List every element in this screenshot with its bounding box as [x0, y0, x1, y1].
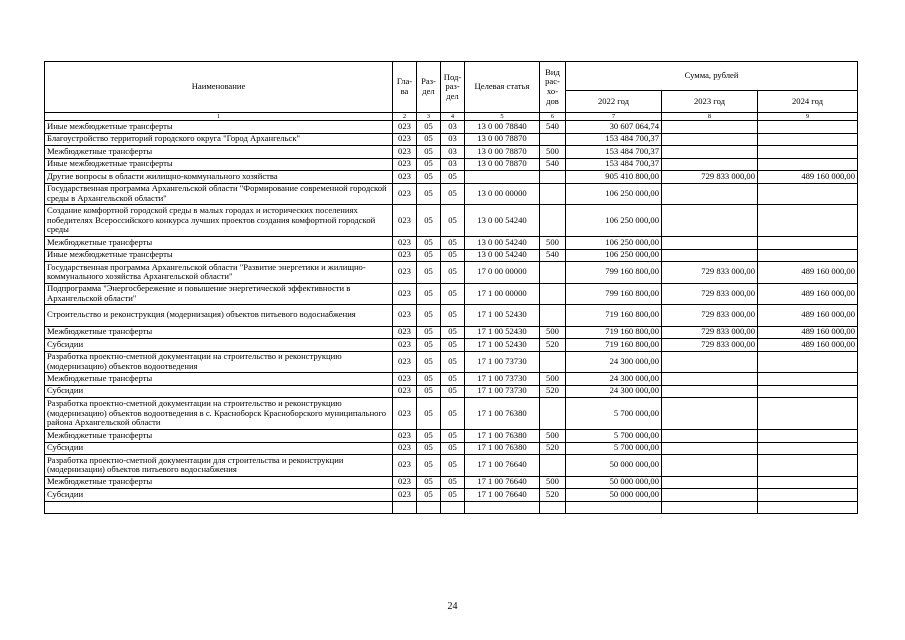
table-row — [45, 205, 858, 237]
cell-sum-2023: 729 833 000,00 — [662, 305, 758, 327]
cell-sum-2022: 719 160 800,00 — [566, 305, 662, 327]
table-row — [45, 398, 858, 430]
cell-sum-2023: 729 833 000,00 — [662, 339, 758, 352]
cell-sum-2022: 30 607 064,74 — [566, 121, 662, 134]
cell-razdel: 05 — [417, 489, 441, 502]
col-number: 7 — [566, 113, 662, 121]
cell-vid-rashodov: 500 — [540, 430, 566, 443]
cell-glava: 023 — [393, 283, 417, 305]
table-row — [45, 283, 858, 305]
cell-sum-2023: 729 833 000,00 — [662, 171, 758, 184]
cell-razdel — [417, 501, 441, 513]
cell-razdel: 05 — [417, 398, 441, 430]
cell-glava: 023 — [393, 158, 417, 171]
col-number: 8 — [662, 113, 758, 121]
cell-vid-rashodov: 520 — [540, 339, 566, 352]
cell-glava: 023 — [393, 183, 417, 205]
cell-vid-rashodov — [540, 351, 566, 373]
cell-sum-2024 — [758, 158, 858, 171]
cell-celevaya-statya: 13 0 00 00000 — [465, 183, 540, 205]
cell-sum-2022: 799 160 800,00 — [566, 283, 662, 305]
cell-sum-2022: 905 410 800,00 — [566, 171, 662, 184]
header-year-2024: 2024 год — [758, 91, 858, 113]
cell-name: Межбюджетные трансферты — [45, 430, 393, 443]
cell-razdel: 05 — [417, 339, 441, 352]
cell-name: Межбюджетные трансферты — [45, 237, 393, 250]
cell-podrazdel: 05 — [441, 237, 465, 250]
table-row — [45, 305, 858, 327]
cell-sum-2024 — [758, 455, 858, 477]
cell-vid-rashodov: 520 — [540, 489, 566, 502]
cell-sum-2024 — [758, 183, 858, 205]
cell-sum-2022: 5 700 000,00 — [566, 398, 662, 430]
cell-podrazdel: 05 — [441, 455, 465, 477]
cell-sum-2023 — [662, 133, 758, 146]
cell-glava: 023 — [393, 305, 417, 327]
header-name: Наименование — [45, 62, 393, 113]
cell-podrazdel: 05 — [441, 249, 465, 262]
header-podrazdel: Под-раз-дел — [441, 62, 465, 113]
table-row — [45, 373, 858, 386]
cell-celevaya-statya: 17 1 00 52430 — [465, 326, 540, 339]
cell-sum-2023: 729 833 000,00 — [662, 262, 758, 284]
cell-sum-2024 — [758, 501, 858, 513]
cell-vid-rashodov: 540 — [540, 121, 566, 134]
cell-celevaya-statya: 17 1 00 00000 — [465, 283, 540, 305]
cell-sum-2024 — [758, 146, 858, 159]
cell-name: Межбюджетные трансферты — [45, 373, 393, 386]
table-row — [45, 501, 858, 513]
cell-name: Межбюджетные трансферты — [45, 146, 393, 159]
table-row — [45, 326, 858, 339]
cell-name: Подпрограмма "Энергосбережение и повышение энергетической эффективности в Архангельской области" — [45, 283, 393, 305]
cell-sum-2024 — [758, 398, 858, 430]
cell-razdel: 05 — [417, 249, 441, 262]
cell-razdel: 05 — [417, 305, 441, 327]
cell-name — [45, 501, 393, 513]
cell-glava: 023 — [393, 339, 417, 352]
cell-sum-2022: 50 000 000,00 — [566, 489, 662, 502]
cell-podrazdel: 05 — [441, 430, 465, 443]
col-number: 4 — [441, 113, 465, 121]
cell-celevaya-statya: 17 1 00 52430 — [465, 305, 540, 327]
column-number-row — [45, 113, 858, 121]
cell-vid-rashodov — [540, 133, 566, 146]
cell-celevaya-statya: 17 1 00 76640 — [465, 455, 540, 477]
cell-sum-2022: 106 250 000,00 — [566, 183, 662, 205]
cell-vid-rashodov — [540, 455, 566, 477]
table-body — [45, 121, 858, 514]
header-summa: Сумма, рублей — [566, 62, 858, 91]
cell-name: Государственная программа Архангельской области "Формирование современной городской среды в Архангельской области" — [45, 183, 393, 205]
cell-glava: 023 — [393, 262, 417, 284]
cell-vid-rashodov: 520 — [540, 442, 566, 455]
cell-sum-2022: 50 000 000,00 — [566, 455, 662, 477]
cell-sum-2022: 153 484 700,37 — [566, 133, 662, 146]
cell-sum-2024: 489 160 000,00 — [758, 283, 858, 305]
cell-celevaya-statya: 13 0 00 54240 — [465, 237, 540, 250]
cell-sum-2024 — [758, 121, 858, 134]
cell-sum-2024 — [758, 476, 858, 489]
cell-sum-2022: 106 250 000,00 — [566, 205, 662, 237]
cell-vid-rashodov: 540 — [540, 158, 566, 171]
cell-name: Другие вопросы в области жилищно-коммунального хозяйства — [45, 171, 393, 184]
cell-celevaya-statya: 13 0 00 78870 — [465, 158, 540, 171]
cell-celevaya-statya: 17 0 00 00000 — [465, 262, 540, 284]
cell-name: Межбюджетные трансферты — [45, 326, 393, 339]
cell-name: Иные межбюджетные трансферты — [45, 121, 393, 134]
table-row — [45, 171, 858, 184]
cell-celevaya-statya: 17 1 00 76380 — [465, 430, 540, 443]
cell-vid-rashodov — [540, 205, 566, 237]
cell-sum-2022: 106 250 000,00 — [566, 237, 662, 250]
cell-sum-2024 — [758, 249, 858, 262]
cell-razdel: 05 — [417, 326, 441, 339]
cell-sum-2023 — [662, 205, 758, 237]
cell-vid-rashodov: 500 — [540, 326, 566, 339]
cell-glava: 023 — [393, 237, 417, 250]
header-razdel: Раз-дел — [417, 62, 441, 113]
cell-podrazdel: 05 — [441, 262, 465, 284]
cell-podrazdel: 05 — [441, 373, 465, 386]
cell-celevaya-statya — [465, 171, 540, 184]
cell-glava: 023 — [393, 398, 417, 430]
cell-vid-rashodov — [540, 283, 566, 305]
table-row — [45, 146, 858, 159]
cell-sum-2024 — [758, 133, 858, 146]
header-glava: Гла-ва — [393, 62, 417, 113]
cell-glava: 023 — [393, 121, 417, 134]
cell-sum-2024 — [758, 373, 858, 386]
cell-name: Строительство и реконструкция (модернизация) объектов питьевого водоснабжения — [45, 305, 393, 327]
cell-podrazdel: 05 — [441, 326, 465, 339]
cell-sum-2024 — [758, 237, 858, 250]
cell-glava: 023 — [393, 146, 417, 159]
cell-podrazdel: 03 — [441, 133, 465, 146]
cell-sum-2024: 489 160 000,00 — [758, 339, 858, 352]
cell-podrazdel: 05 — [441, 489, 465, 502]
table-row — [45, 339, 858, 352]
cell-podrazdel: 05 — [441, 385, 465, 398]
cell-celevaya-statya: 17 1 00 76380 — [465, 442, 540, 455]
cell-celevaya-statya: 13 0 00 54240 — [465, 205, 540, 237]
cell-sum-2023: 729 833 000,00 — [662, 326, 758, 339]
cell-glava: 023 — [393, 133, 417, 146]
cell-podrazdel: 03 — [441, 121, 465, 134]
cell-vid-rashodov — [540, 171, 566, 184]
cell-celevaya-statya: 17 1 00 76640 — [465, 489, 540, 502]
cell-razdel: 05 — [417, 205, 441, 237]
cell-razdel: 05 — [417, 133, 441, 146]
cell-sum-2022: 719 160 800,00 — [566, 339, 662, 352]
cell-celevaya-statya: 17 1 00 76640 — [465, 476, 540, 489]
cell-name: Создание комфортной городской среды в малых городах и исторических поселениях победителях Всероссийского конкурса лучших проектов создания комфортной городской среды — [45, 205, 393, 237]
cell-vid-rashodov — [540, 262, 566, 284]
cell-sum-2023 — [662, 373, 758, 386]
cell-podrazdel: 05 — [441, 183, 465, 205]
table-row — [45, 351, 858, 373]
cell-celevaya-statya: 17 1 00 73730 — [465, 351, 540, 373]
cell-razdel: 05 — [417, 351, 441, 373]
cell-sum-2022: 24 300 000,00 — [566, 385, 662, 398]
cell-podrazdel — [441, 501, 465, 513]
table-row — [45, 262, 858, 284]
cell-sum-2024 — [758, 442, 858, 455]
cell-name: Разработка проектно-сметной документации на строительство и реконструкцию (модернизацию) объектов водоотведения в с. Красноборск Красноборского муниципального района Архангельской области — [45, 398, 393, 430]
cell-sum-2024 — [758, 430, 858, 443]
cell-sum-2024 — [758, 489, 858, 502]
cell-name: Субсидии — [45, 385, 393, 398]
cell-vid-rashodov — [540, 398, 566, 430]
budget-table-sheet — [44, 61, 858, 514]
table-row — [45, 249, 858, 262]
cell-sum-2023 — [662, 489, 758, 502]
cell-name: Субсидии — [45, 339, 393, 352]
cell-glava: 023 — [393, 351, 417, 373]
col-number: 2 — [393, 113, 417, 121]
cell-celevaya-statya: 17 1 00 73730 — [465, 385, 540, 398]
cell-sum-2023 — [662, 476, 758, 489]
table-row — [45, 455, 858, 477]
cell-vid-rashodov — [540, 501, 566, 513]
cell-vid-rashodov: 500 — [540, 146, 566, 159]
table-row — [45, 442, 858, 455]
cell-celevaya-statya: 17 1 00 73730 — [465, 373, 540, 386]
cell-name: Иные межбюджетные трансферты — [45, 249, 393, 262]
cell-celevaya-statya: 17 1 00 52430 — [465, 339, 540, 352]
cell-sum-2023 — [662, 249, 758, 262]
cell-sum-2023 — [662, 237, 758, 250]
cell-sum-2023 — [662, 398, 758, 430]
table-row — [45, 158, 858, 171]
cell-podrazdel: 03 — [441, 158, 465, 171]
cell-sum-2023 — [662, 442, 758, 455]
cell-sum-2023 — [662, 146, 758, 159]
cell-sum-2022: 5 700 000,00 — [566, 430, 662, 443]
cell-sum-2022: 799 160 800,00 — [566, 262, 662, 284]
cell-sum-2022 — [566, 501, 662, 513]
cell-sum-2024: 489 160 000,00 — [758, 262, 858, 284]
cell-razdel: 05 — [417, 171, 441, 184]
header-year-2023: 2023 год — [662, 91, 758, 113]
cell-razdel: 05 — [417, 237, 441, 250]
cell-sum-2023 — [662, 501, 758, 513]
cell-vid-rashodov: 520 — [540, 385, 566, 398]
cell-razdel: 05 — [417, 183, 441, 205]
col-number: 9 — [758, 113, 858, 121]
cell-name: Разработка проектно-сметной документации для строительства и реконструкции (модернизации) объектов питьевого водоснабжения — [45, 455, 393, 477]
cell-sum-2023 — [662, 430, 758, 443]
table-row — [45, 237, 858, 250]
cell-celevaya-statya: 17 1 00 76380 — [465, 398, 540, 430]
cell-sum-2024 — [758, 351, 858, 373]
cell-podrazdel: 05 — [441, 398, 465, 430]
cell-glava: 023 — [393, 373, 417, 386]
cell-sum-2022: 24 300 000,00 — [566, 351, 662, 373]
cell-sum-2024: 489 160 000,00 — [758, 171, 858, 184]
cell-sum-2024 — [758, 205, 858, 237]
table-row — [45, 430, 858, 443]
header-vid-rashodov: Вид рас-хо-дов — [540, 62, 566, 113]
cell-vid-rashodov — [540, 183, 566, 205]
cell-glava: 023 — [393, 205, 417, 237]
cell-razdel: 05 — [417, 158, 441, 171]
header-year-2022: 2022 год — [566, 91, 662, 113]
cell-sum-2022: 153 484 700,37 — [566, 146, 662, 159]
cell-podrazdel: 05 — [441, 171, 465, 184]
table-row — [45, 121, 858, 134]
cell-sum-2023: 729 833 000,00 — [662, 283, 758, 305]
cell-name: Государственная программа Архангельской области "Развитие энергетики и жилищно-коммунального хозяйства Архангельской области" — [45, 262, 393, 284]
cell-podrazdel: 05 — [441, 305, 465, 327]
table-row — [45, 476, 858, 489]
cell-razdel: 05 — [417, 262, 441, 284]
cell-sum-2023 — [662, 121, 758, 134]
cell-sum-2023 — [662, 183, 758, 205]
cell-glava: 023 — [393, 455, 417, 477]
cell-razdel: 05 — [417, 385, 441, 398]
cell-razdel: 05 — [417, 430, 441, 443]
cell-sum-2024: 489 160 000,00 — [758, 326, 858, 339]
budget-table — [44, 61, 858, 514]
header-celevaya-statya: Целевая статья — [465, 62, 540, 113]
cell-podrazdel: 05 — [441, 442, 465, 455]
cell-name: Иные межбюджетные трансферты — [45, 158, 393, 171]
cell-podrazdel: 03 — [441, 146, 465, 159]
cell-sum-2022: 106 250 000,00 — [566, 249, 662, 262]
cell-glava: 023 — [393, 326, 417, 339]
cell-glava: 023 — [393, 430, 417, 443]
cell-name: Межбюджетные трансферты — [45, 476, 393, 489]
cell-vid-rashodov: 500 — [540, 476, 566, 489]
cell-razdel: 05 — [417, 455, 441, 477]
cell-glava: 023 — [393, 249, 417, 262]
table-row — [45, 385, 858, 398]
cell-podrazdel: 05 — [441, 283, 465, 305]
cell-razdel: 05 — [417, 476, 441, 489]
cell-name: Разработка проектно-сметной документации на строительство и реконструкцию (модернизацию) объектов водоотведения — [45, 351, 393, 373]
cell-vid-rashodov: 500 — [540, 373, 566, 386]
cell-sum-2022: 719 160 800,00 — [566, 326, 662, 339]
cell-sum-2022: 24 300 000,00 — [566, 373, 662, 386]
cell-razdel: 05 — [417, 283, 441, 305]
cell-sum-2022: 5 700 000,00 — [566, 442, 662, 455]
cell-celevaya-statya: 13 0 00 78840 — [465, 121, 540, 134]
cell-glava — [393, 501, 417, 513]
col-number: 1 — [45, 113, 393, 121]
cell-celevaya-statya: 13 0 00 78870 — [465, 146, 540, 159]
cell-sum-2022: 153 484 700,37 — [566, 158, 662, 171]
cell-podrazdel: 05 — [441, 205, 465, 237]
cell-celevaya-statya: 13 0 00 54240 — [465, 249, 540, 262]
cell-name: Субсидии — [45, 442, 393, 455]
page-number: 24 — [447, 601, 458, 612]
cell-vid-rashodov — [540, 305, 566, 327]
cell-vid-rashodov: 540 — [540, 249, 566, 262]
table-row — [45, 133, 858, 146]
col-number: 6 — [540, 113, 566, 121]
col-number: 3 — [417, 113, 441, 121]
table-row — [45, 183, 858, 205]
cell-glava: 023 — [393, 442, 417, 455]
cell-glava: 023 — [393, 476, 417, 489]
cell-sum-2023 — [662, 455, 758, 477]
cell-glava: 023 — [393, 385, 417, 398]
table-row — [45, 489, 858, 502]
cell-sum-2024 — [758, 385, 858, 398]
cell-podrazdel: 05 — [441, 339, 465, 352]
cell-sum-2022: 50 000 000,00 — [566, 476, 662, 489]
cell-celevaya-statya — [465, 501, 540, 513]
cell-name: Субсидии — [45, 489, 393, 502]
cell-glava: 023 — [393, 171, 417, 184]
cell-razdel: 05 — [417, 146, 441, 159]
cell-sum-2023 — [662, 385, 758, 398]
cell-sum-2023 — [662, 158, 758, 171]
cell-sum-2023 — [662, 351, 758, 373]
cell-razdel: 05 — [417, 442, 441, 455]
cell-podrazdel: 05 — [441, 351, 465, 373]
cell-vid-rashodov: 500 — [540, 237, 566, 250]
cell-name: Благоустройство территорий городского округа "Город Архангельск" — [45, 133, 393, 146]
cell-podrazdel: 05 — [441, 476, 465, 489]
cell-razdel: 05 — [417, 373, 441, 386]
cell-celevaya-statya: 13 0 00 78870 — [465, 133, 540, 146]
col-number: 5 — [465, 113, 540, 121]
cell-sum-2024: 489 160 000,00 — [758, 305, 858, 327]
cell-glava: 023 — [393, 489, 417, 502]
cell-razdel: 05 — [417, 121, 441, 134]
